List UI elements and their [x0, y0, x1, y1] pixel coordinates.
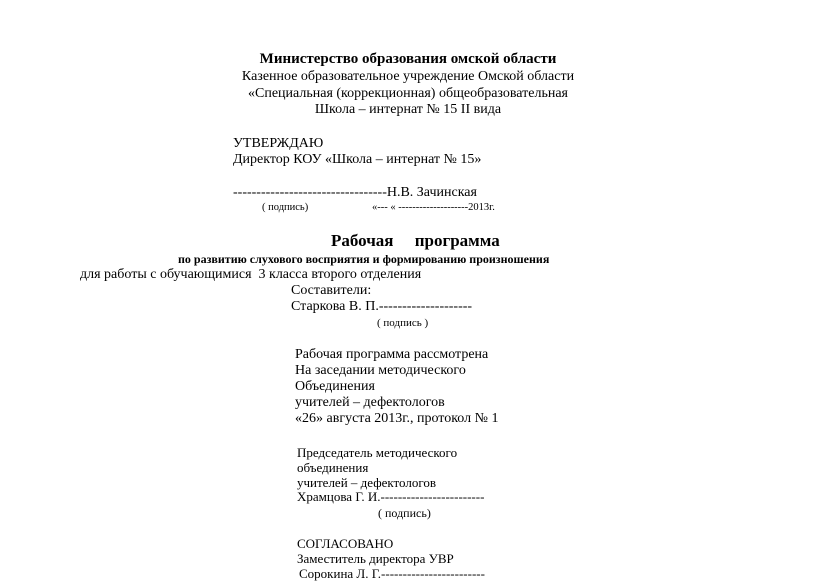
institution-line-2: «Специальная (коррекционная) общеобразовательная	[248, 86, 568, 101]
review-line-5: «26» августа 2013г., протокол № 1	[295, 411, 499, 426]
chairman-line-1: Председатель методического	[297, 445, 458, 460]
chairman-line-3: учителей – дефектологов	[297, 475, 437, 490]
approval-date-caption: «--- « --------------------2013г.	[372, 202, 495, 213]
program-audience: для работы с обучающимися 3 класса второго отделения	[80, 267, 422, 282]
agreed-position: Заместитель директора УВР	[297, 551, 454, 566]
authors-signature-caption: ( подпись )	[377, 317, 429, 329]
approval-position: Директор КОУ «Школа – интернат № 15»	[233, 152, 482, 167]
institution-line-1: Казенное образовательное учреждение Омской области	[241, 69, 575, 84]
program-subject: по развитию слухового восприятия и формированию произношения	[178, 252, 550, 266]
agreed-name-line: Сорокина Л. Г.------------------------	[299, 566, 485, 581]
chairman-signature-caption: ( подпись)	[378, 506, 431, 520]
chairman-line-2: объединения	[297, 460, 369, 475]
program-title: Рабочая программа	[331, 231, 500, 250]
review-line-1: Рабочая программа рассмотрена	[295, 347, 489, 362]
approval-title: УТВЕРЖДАЮ	[233, 136, 324, 151]
authors-name-line: Старкова В. П.--------------------	[291, 299, 473, 314]
approval-signature-line: ---------------------------------Н.В. Зачинская	[233, 185, 477, 200]
review-line-3: Объединения	[295, 379, 375, 394]
institution-line-3: Школа – интернат № 15 II вида	[314, 102, 502, 117]
review-line-2: На заседании методического	[295, 363, 466, 378]
chairman-name-line: Храмцова Г. И.------------------------	[297, 489, 485, 504]
approval-signature-caption: ( подпись)	[262, 202, 309, 213]
review-line-4: учителей – дефектологов	[295, 395, 445, 410]
agreed-title: СОГЛАСОВАНО	[297, 536, 394, 551]
ministry-title: Министерство образования омской области	[259, 51, 557, 67]
authors-label: Составители:	[291, 283, 372, 298]
